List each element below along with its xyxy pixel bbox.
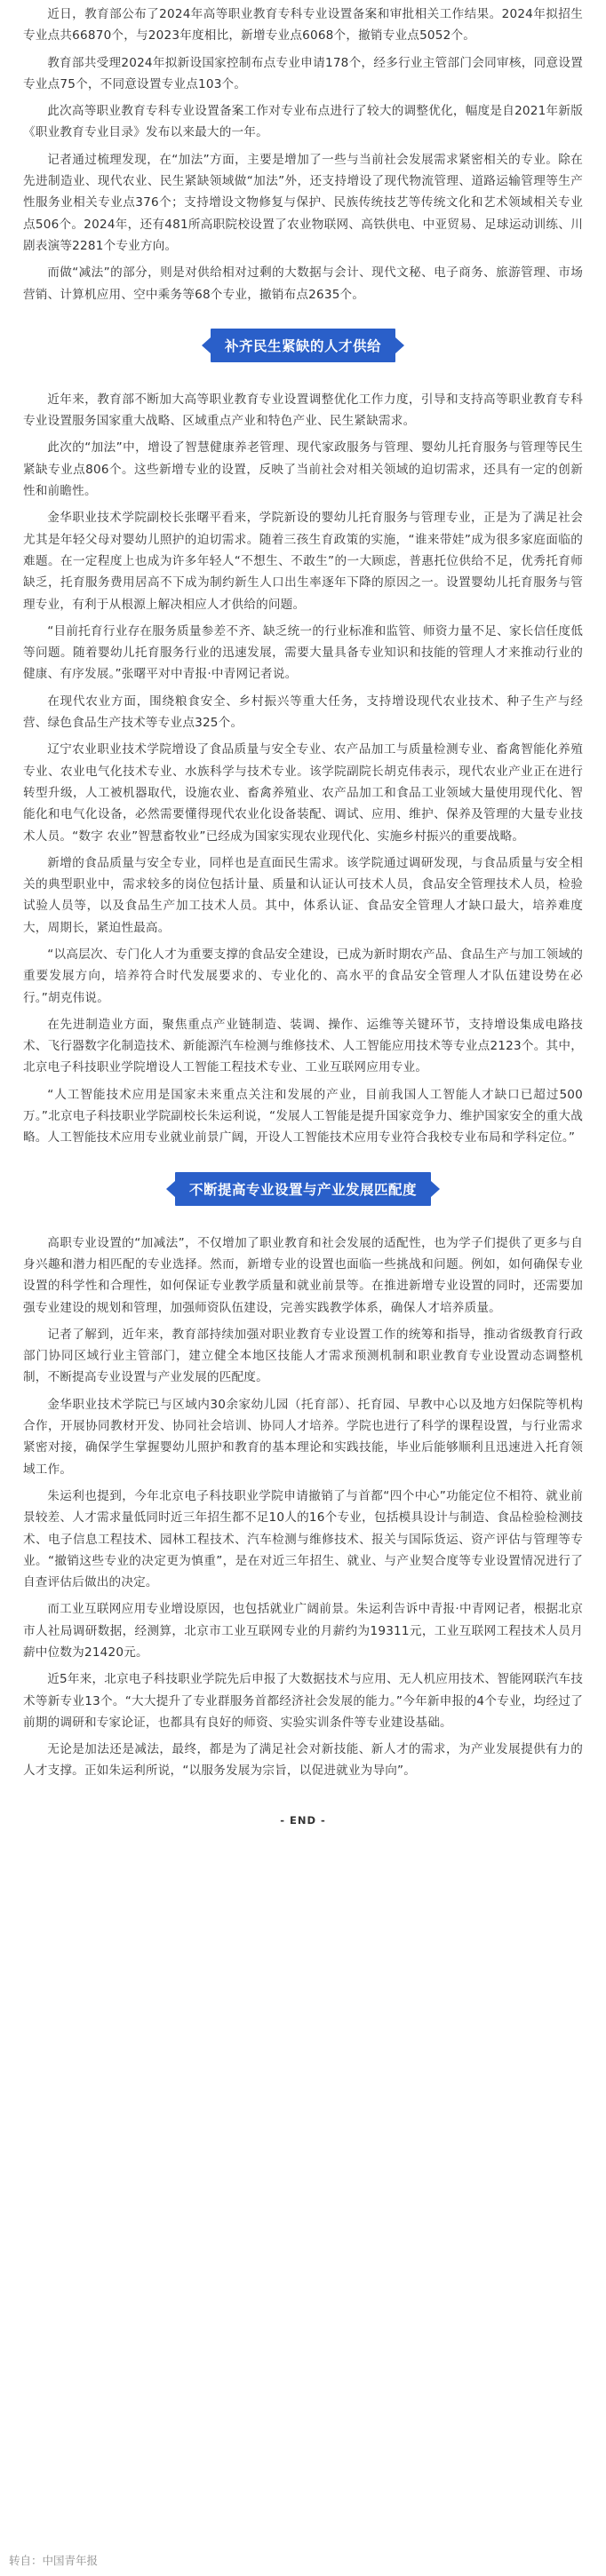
paragraph: 金华职业技术学院已与区域内30余家幼儿园（托育部）、托育园、早教中心以及地方妇保院等机构合作，开展协同教材开发、协同社会培训、协同人才培养。学院也进行了科学的课程设置，与行业需求紧密对接，确保学生掌握婴幼儿照护和教育的基本理论和实践技能，毕业后能够顺利且迅速进入托育领域工作。 — [23, 1397, 583, 1477]
paragraph: 无论是加法还是减法，最终，都是为了满足社会对新技能、新人才的需求，为产业发展提供有力的人才支撑。正如朱运利所说，“以服务发展为宗旨，以促进就业为导向”。 — [23, 1742, 583, 1779]
paragraph: “目前托育行业存在服务质量参差不齐、缺乏统一的行业标准和监管、师资力量不足、家长信任度低等问题。随着婴幼儿托育服务行业的迅速发展，需要大量具备专业知识和技能的管理人才来推动行业的健康、有序发展。”张曙平对中青报·中青网记者说。 — [23, 623, 583, 682]
paragraph: 近年来，教育部不断加大高等职业教育专业设置调整优化工作力度，引导和支持高等职业教育专科专业设置服务国家重大战略、区域重点产业和特色产业、民生紧缺需求。 — [23, 392, 583, 429]
paragraph: 近日，教育部公布了2024年高等职业教育专科专业设置备案和审批相关工作结果。2024年拟招生专业点共66870个，与2023年度相比，新增专业点6068个，撤销专业点5052个。 — [23, 7, 583, 44]
end-mark: - END - — [280, 1813, 326, 1827]
paragraph: 在先进制造业方面，聚焦重点产业链制造、装调、操作、运维等关键环节，支持增设集成电路技术、飞行器数字化制造技术、新能源汽车检测与维修技术、人工智能应用技术等专业点2123个。其中，北京电子科技职业学院增设人工智能工程技术专业、工业互联网应用专业。 — [23, 1017, 583, 1075]
paragraph: 记者了解到，近年来，教育部持续加强对职业教育专业设置工作的统筹和指导，推动省级教育行政部门协同区域行业主管部门，建立健全本地区技能人才需求预测机制和职业教育专业设置动态调整机制，不断提高专业设置与产业发展的匹配度。 — [23, 1327, 583, 1385]
source-credit: 转自：中国青年报 — [9, 2554, 99, 2567]
paragraph: 新增的食品质量与安全专业，同样也是直面民生需求。该学院通过调研发现，与食品质量与安全相关的典型职业中，需求较多的岗位包括计量、质量和认证认可技术人员，食品安全管理技术人员，检验试验人员等，以及食品生产加工技术人员。其中，体系认证、食品安全管理人才缺口最大，培养难度大，周期长，紧迫性最高。 — [23, 855, 583, 935]
paragraph: 高职专业设置的“加减法”，不仅增加了职业教育和社会发展的适配性，也为学子们提供了更多与自身兴趣和潜力相匹配的专业选择。然而，新增专业的设置也面临一些挑战和问题。例如，如何确保专业设置的科学性和合理性，如何保证专业教学质量和就业前景等。在推进新增专业设置的同时，还需要加强专业建设的规划和管理，加强师资队伍建设，完善实践教学体系，确保人才培养质量。 — [23, 1235, 583, 1315]
paragraph: 朱运利也提到，今年北京电子科技职业学院申请撤销了与首都“四个中心”功能定位不相符、就业前景较差、人才需求量低同时近三年招生都不足10人的16个专业，包括模具设计与制造、食品检验检测技术、电子信息工程技术、园林工程技术、汽车检测与维修技术、报关与国际货运、资产评估与管理等专业。“撤销这些专业的决定更为慎重”，是在对近三年招生、就业、与产业契合度等专业设置情况进行了自查评估后做出的决定。 — [23, 1488, 583, 1590]
section-heading: 补齐民生紧缺的人才供给 — [211, 329, 395, 362]
paragraph: 此次的“加法”中，增设了智慧健康养老管理、现代家政服务与管理、婴幼儿托育服务与管理等民生紧缺专业点806个。这些新增专业的设置，反映了当前社会对相关领域的迫切需求，还具有一定的创新性和前瞻性。 — [23, 440, 583, 499]
paragraph: 辽宁农业职业技术学院增设了食品质量与安全专业、农产品加工与质量检测专业、畜禽智能化养殖专业、农业电气化技术专业、水族科学与技术专业。该学院副院长胡克伟表示，现代农业产业正在进行转型升级，人工被机器取代，设施农业、畜禽养殖业、农产品加工和食品工业领域大量使用现代化、智能化和电气化设备，必然需要懂得现代农业化设备装配、调试、应用、维护、保养及管理的大量专业技术人员。“数字 农业”智慧畜牧业”已经成为国家实现农业现代化、实施乡村振兴的重要战略。 — [23, 742, 583, 844]
section-heading-wrap — [23, 329, 583, 362]
paragraph: 此次高等职业教育专科专业设置备案工作对专业布点进行了较大的调整优化，幅度是自2021年新版《职业教育专业目录》发布以来最大的一年。 — [23, 104, 583, 140]
section-heading-wrap — [23, 1172, 583, 1206]
section-livelihood — [23, 389, 583, 1149]
section-heading: 不断提高专业设置与产业发展匹配度 — [175, 1172, 431, 1206]
paragraph: “人工智能技术应用是国家未来重点关注和发展的产业，目前我国人工智能人才缺口已超过500万。”北京电子科技职业学院副校长朱运利说，“发展人工智能是提升国家竞争力、维护国家安全的重大战略。人工智能技术应用专业就业前景广阔，开设人工智能技术应用专业符合我校专业布局和学科定位。” — [23, 1087, 583, 1145]
paragraph: 而做“减法”的部分，则是对供给相对过剩的大数据与会计、现代文秘、电子商务、旅游管理、市场营销、计算机应用、空中乘务等68个专业，撤销布点2635个。 — [23, 266, 583, 302]
paragraph: 近5年来，北京电子科技职业学院先后申报了大数据技术与应用、无人机应用技术、智能网联汽车技术等新专业13个。“大大提升了专业群服务首都经济社会发展的能力。”今年新申报的4个专业，均经过了前期的调研和专家论证，也都具有良好的师资、实验实训条件等专业建设基础。 — [23, 1672, 583, 1730]
section-matching — [23, 1233, 583, 1782]
paragraph: 而工业互联网应用专业增设原因，也包括就业广阔前景。朱运利告诉中青报·中青网记者，根据北京市人社局调研数据，经测算，北京市工业互联网专业的月薪约为19311元，工业互联网工程技术人员月薪中位数为21420元。 — [23, 1602, 583, 1660]
paragraph: 教育部共受理2024年拟新设国家控制布点专业申请178个，经多行业主管部门会同审核，同意设置专业点75个，不同意设置专业点103个。 — [23, 55, 583, 91]
paragraph: 在现代农业方面，围绕粮食安全、乡村振兴等重大任务，支持增设现代农业技术、种子生产与经营、绿色食品生产技术等专业点325个。 — [23, 694, 583, 731]
section-intro — [23, 4, 583, 305]
paragraph: 记者通过梳理发现，在“加法”方面，主要是增加了一些与当前社会发展需求紧密相关的专业。除在先进制造业、现代农业、民生紧缺领域做“加法”外，还支持增设了现代物流管理、道路运输管理等生产性服务业相关专业点376个；支持增设文物修复与保护、民族传统技艺等传统文化和艺术领域相关专业点506个。2024年，还有481所高职院校设置了农业物联网、高铁供电、中亚贸易、足球运动训练、川剧表演等2281个专业方向。 — [23, 152, 583, 253]
paragraph: 金华职业技术学院副校长张曙平看来，学院新设的婴幼儿托育服务与管理专业，正是为了满足社会尤其是年轻父母对婴幼儿照护的迫切需求。随着三孩生育政策的实施，“谁来带娃”成为很多家庭面临的难题。在一定程度上也成为许多年轻人“不想生、不敢生”的一大顾虑，普惠托位供给不足，优秀托育师缺乏，托育服务费用居高不下成为制约新生人口出生率逐年下降的原因之一。设置婴幼儿托育服务与管理专业，有利于从根源上解决相应人才供给的问题。 — [23, 511, 583, 612]
paragraph: “以高层次、专门化人才为重要支撑的食品安全建设，已成为新时期农产品、食品生产与加工领域的重要发展方向，培养符合时代发展要求的、专业化的、高水平的食品安全管理人才队伍建设势在必行。”胡克伟说。 — [23, 947, 583, 1005]
